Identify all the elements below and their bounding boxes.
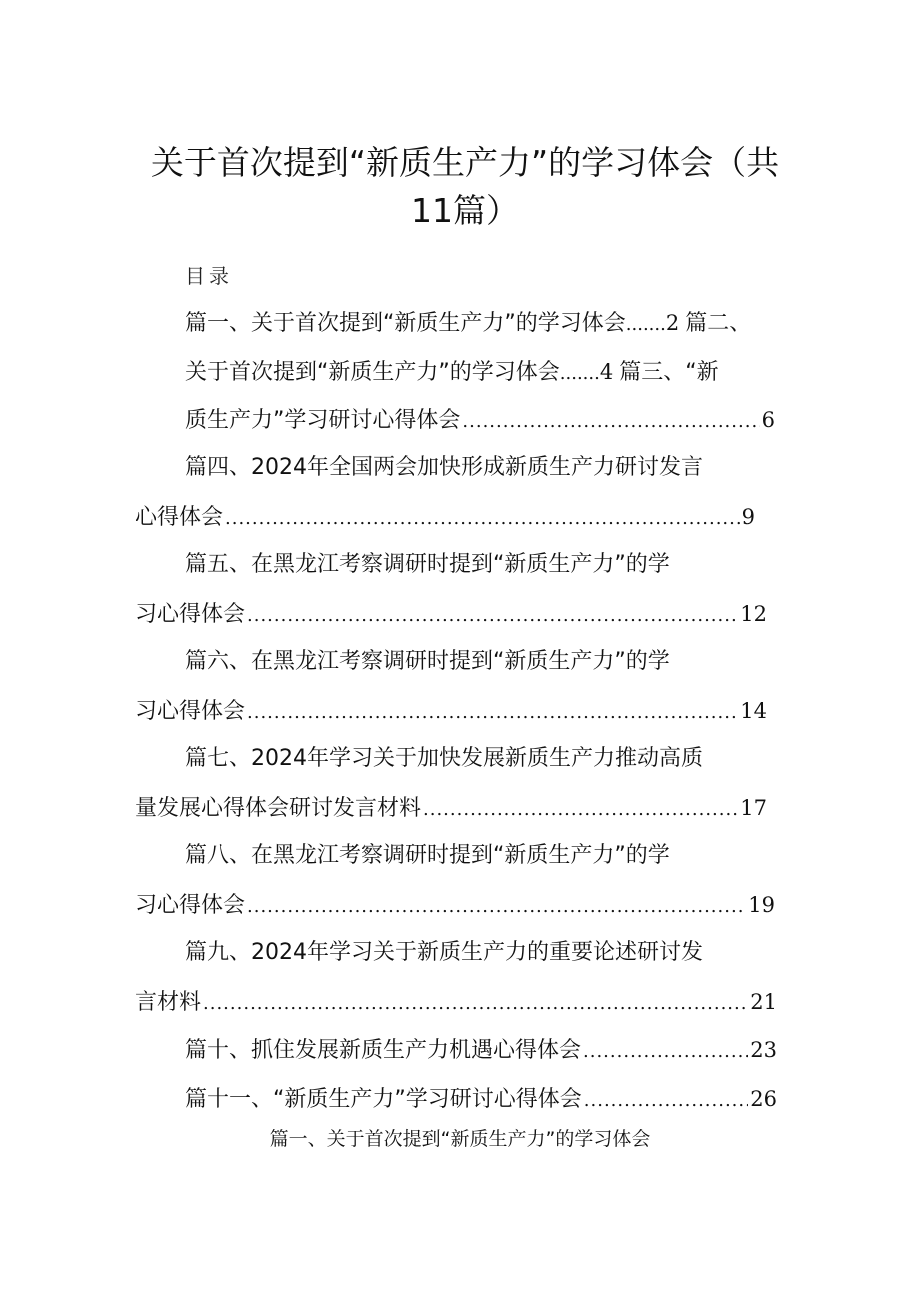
- toc-entry-1[interactable]: [185, 305, 810, 341]
- toc-entry-7-continued[interactable]: [135, 790, 767, 826]
- toc-entry-text: 言材料: [135, 990, 202, 1015]
- toc-dot-leader: [203, 986, 748, 1022]
- toc-entry-text: 篇四、2024年全国两会加快形成新质生产力研讨发言: [185, 455, 703, 480]
- toc-dot-leader: [423, 792, 738, 828]
- toc-page-number: 21: [750, 990, 777, 1014]
- toc-entry-text: 篇六、在黑龙江考察调研时提到“新质生产力”的学: [185, 649, 670, 674]
- toc-page-number: 6: [761, 408, 775, 432]
- toc-entry-text: 篇五、在黑龙江考察调研时提到“新质生产力”的学: [185, 552, 670, 577]
- toc-dot-leader: [225, 501, 740, 537]
- toc-entry-text: 关于首次提到“新质生产力”的学习体会: [185, 360, 560, 385]
- toc-entry-text-continued: 篇二、: [685, 311, 752, 336]
- toc-entry-5[interactable]: [185, 547, 785, 583]
- toc-entry-text: 篇九、2024年学习关于新质生产力的重要论述研讨发: [185, 940, 703, 965]
- toc-entry-6[interactable]: [185, 644, 785, 680]
- toc-entry-text: 篇一、关于首次提到“新质生产力”的学习体会: [185, 311, 626, 336]
- toc-dot-leader: [247, 889, 746, 925]
- toc-heading: 目录: [185, 264, 233, 288]
- toc-page-number: 12: [740, 602, 767, 626]
- toc-entry-7[interactable]: [185, 741, 785, 777]
- toc-entry-8-continued[interactable]: [135, 887, 775, 923]
- toc-entry-text: 量发展心得体会研讨发言材料: [135, 796, 422, 821]
- toc-dot-leader: [584, 1083, 748, 1119]
- toc-page-number: 9: [741, 505, 755, 529]
- toc-entry-text: 习心得体会: [135, 699, 246, 724]
- toc-dot-leader: [462, 404, 759, 440]
- toc-page-number: 2: [665, 311, 680, 335]
- toc-page-number: 19: [748, 893, 775, 917]
- toc-entry-text: 篇十、抓住发展新质生产力机遇心得体会: [185, 1038, 582, 1063]
- toc-entry-text-continued: 篇三、“新: [619, 360, 719, 385]
- toc-entry-6-continued[interactable]: [135, 693, 767, 729]
- toc-entry-text: 习心得体会: [135, 893, 246, 918]
- toc-entry-11[interactable]: [185, 1081, 777, 1117]
- toc-entry-3[interactable]: [185, 402, 775, 438]
- toc-entry-text: 篇七、2024年学习关于加快发展新质生产力推动高质: [185, 746, 703, 771]
- toc-entry-text: 篇十一、“新质生产力”学习研讨心得体会: [185, 1087, 582, 1112]
- toc-entry-text: 质生产力”学习研讨心得体会: [185, 408, 461, 433]
- toc-page-number: 26: [750, 1087, 777, 1111]
- toc-page-number: 23: [750, 1038, 777, 1062]
- document-title-line-1: 关于首次提到“新质生产力”的学习体会（共: [150, 143, 780, 182]
- toc-leader-short: .......: [559, 363, 600, 384]
- toc-entry-10[interactable]: [185, 1032, 777, 1068]
- toc-entry-text: 习心得体会: [135, 602, 246, 627]
- toc-entry-9[interactable]: [185, 935, 785, 971]
- section-heading: 篇一、关于首次提到“新质生产力”的学习体会: [269, 1128, 651, 1150]
- toc-entry-2[interactable]: [185, 354, 810, 390]
- toc-entry-8[interactable]: [185, 838, 785, 874]
- toc-leader-short: .......: [625, 314, 666, 335]
- toc-page-number: 4: [599, 360, 614, 384]
- toc-entry-4[interactable]: [185, 450, 785, 486]
- toc-entry-5-continued[interactable]: [135, 596, 767, 632]
- toc-dot-leader: [583, 1034, 748, 1070]
- toc-page-number: 17: [740, 796, 767, 820]
- toc-dot-leader: [247, 695, 738, 731]
- toc-entry-9-continued[interactable]: [135, 984, 777, 1020]
- toc-entry-4-continued[interactable]: [135, 499, 755, 535]
- toc-page-number: 14: [740, 699, 767, 723]
- toc-entry-text: 心得体会: [135, 505, 224, 530]
- document-title-line-2: 11篇）: [411, 191, 519, 230]
- toc-dot-leader: [247, 598, 738, 634]
- toc-entry-text: 篇八、在黑龙江考察调研时提到“新质生产力”的学: [185, 843, 670, 868]
